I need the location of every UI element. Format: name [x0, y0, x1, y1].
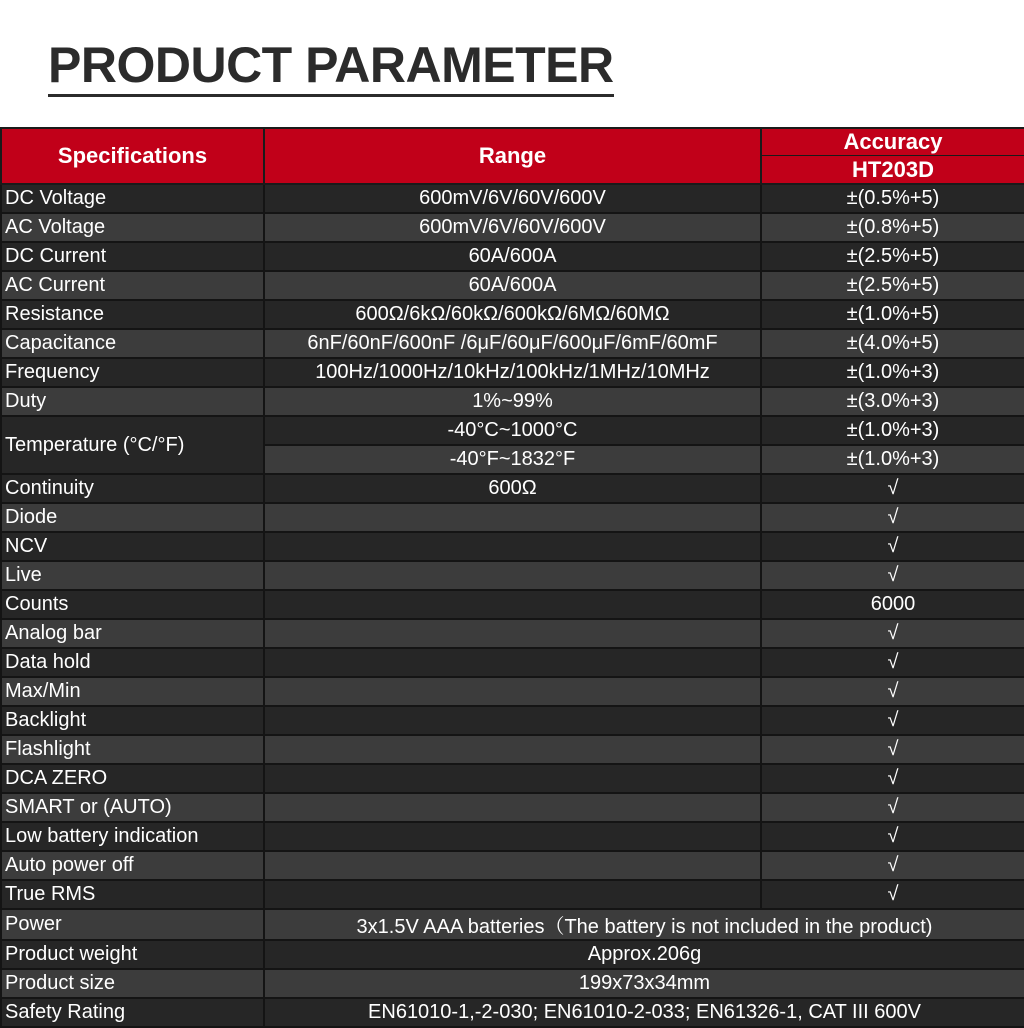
- spec-value: EN61010-1,-2-030; EN61010-2-033; EN61326-1, CAT III 600V: [264, 998, 1024, 1027]
- spec-label: Capacitance: [1, 329, 264, 358]
- spec-label: Resistance: [1, 300, 264, 329]
- range-value: [264, 503, 761, 532]
- range-value: 6nF/60nF/600nF /6μF/60μF/600μF/6mF/60mF: [264, 329, 761, 358]
- spec-label: Analog bar: [1, 619, 264, 648]
- table-row: [1, 213, 1024, 242]
- range-value: [264, 648, 761, 677]
- accuracy-value: ±(1.0%+3): [761, 416, 1024, 445]
- header-model: HT203D: [761, 156, 1024, 185]
- accuracy-value: ±(0.5%+5): [761, 184, 1024, 213]
- table-row: [1, 387, 1024, 416]
- spec-label: DC Current: [1, 242, 264, 271]
- range-value: -40°C~1000°C: [264, 416, 761, 445]
- range-value: 60A/600A: [264, 242, 761, 271]
- spec-label: Safety Rating: [1, 998, 264, 1027]
- spec-label: Max/Min: [1, 677, 264, 706]
- accuracy-value: √: [761, 474, 1024, 503]
- range-value: 600Ω: [264, 474, 761, 503]
- accuracy-value: ±(0.8%+5): [761, 213, 1024, 242]
- accuracy-value: ±(4.0%+5): [761, 329, 1024, 358]
- range-value: [264, 590, 761, 619]
- range-value: [264, 677, 761, 706]
- table-header: [1, 128, 1024, 184]
- spec-label: Counts: [1, 590, 264, 619]
- range-value: 1%~99%: [264, 387, 761, 416]
- accuracy-value: ±(1.0%+3): [761, 358, 1024, 387]
- spec-label: Auto power off: [1, 851, 264, 880]
- spec-label: Live: [1, 561, 264, 590]
- spec-label: Product size: [1, 969, 264, 998]
- range-value: [264, 880, 761, 909]
- range-value: [264, 706, 761, 735]
- table-row: [1, 184, 1024, 213]
- range-value: [264, 619, 761, 648]
- spec-label: Power: [1, 909, 264, 940]
- range-value: [264, 735, 761, 764]
- range-value: [264, 851, 761, 880]
- range-value: 100Hz/1000Hz/10kHz/100kHz/1MHz/10MHz: [264, 358, 761, 387]
- accuracy-value: √: [761, 793, 1024, 822]
- table-row: [1, 998, 1024, 1027]
- table-row: [1, 969, 1024, 998]
- table-row: [1, 329, 1024, 358]
- spec-value: 199x73x34mm: [264, 969, 1024, 998]
- spec-label: Frequency: [1, 358, 264, 387]
- accuracy-value: ±(1.0%+5): [761, 300, 1024, 329]
- accuracy-value: √: [761, 677, 1024, 706]
- table-row: [1, 358, 1024, 387]
- spec-value: 3x1.5V AAA batteries（The battery is not included in the product): [264, 909, 1024, 940]
- spec-label: Product weight: [1, 940, 264, 969]
- range-value: 600mV/6V/60V/600V: [264, 184, 761, 213]
- spec-label: AC Current: [1, 271, 264, 300]
- table-row: [1, 648, 1024, 677]
- spec-label: Backlight: [1, 706, 264, 735]
- range-value: [264, 822, 761, 851]
- accuracy-value: √: [761, 735, 1024, 764]
- spec-label: Temperature (°C/°F): [1, 416, 264, 474]
- range-value: [264, 532, 761, 561]
- range-value: [264, 561, 761, 590]
- range-value: 600Ω/6kΩ/60kΩ/600kΩ/6MΩ/60MΩ: [264, 300, 761, 329]
- accuracy-value: √: [761, 619, 1024, 648]
- accuracy-value: √: [761, 561, 1024, 590]
- accuracy-value: 6000: [761, 590, 1024, 619]
- accuracy-value: √: [761, 851, 1024, 880]
- spec-label: Diode: [1, 503, 264, 532]
- spec-label: AC Voltage: [1, 213, 264, 242]
- table-row: [1, 822, 1024, 851]
- accuracy-value: √: [761, 648, 1024, 677]
- table-row: [1, 880, 1024, 909]
- table-row: [1, 503, 1024, 532]
- accuracy-value: ±(2.5%+5): [761, 242, 1024, 271]
- table-row: [1, 590, 1024, 619]
- accuracy-value: ±(1.0%+3): [761, 445, 1024, 474]
- table-row: [1, 851, 1024, 880]
- accuracy-value: √: [761, 880, 1024, 909]
- spec-label: SMART or (AUTO): [1, 793, 264, 822]
- accuracy-value: √: [761, 503, 1024, 532]
- header-accuracy: Accuracy: [761, 128, 1024, 156]
- spec-label: DCA ZERO: [1, 764, 264, 793]
- accuracy-value: √: [761, 764, 1024, 793]
- range-value: -40°F~1832°F: [264, 445, 761, 474]
- range-value: [264, 764, 761, 793]
- spec-label: Duty: [1, 387, 264, 416]
- spec-label: DC Voltage: [1, 184, 264, 213]
- table-row: [1, 940, 1024, 969]
- table-row: [1, 677, 1024, 706]
- accuracy-value: √: [761, 706, 1024, 735]
- header-range: Range: [264, 128, 761, 184]
- accuracy-value: ±(2.5%+5): [761, 271, 1024, 300]
- table-row: [1, 619, 1024, 648]
- spec-label: NCV: [1, 532, 264, 561]
- page-title: PRODUCT PARAMETER: [48, 36, 614, 97]
- table-row: [1, 793, 1024, 822]
- table-row: [1, 706, 1024, 735]
- accuracy-value: √: [761, 532, 1024, 561]
- accuracy-value: √: [761, 822, 1024, 851]
- spec-label: Flashlight: [1, 735, 264, 764]
- table-row: [1, 532, 1024, 561]
- table-body: [1, 184, 1024, 1027]
- accuracy-value: ±(3.0%+3): [761, 387, 1024, 416]
- table-row: [1, 416, 1024, 445]
- table-row: [1, 909, 1024, 940]
- spec-value: Approx.206g: [264, 940, 1024, 969]
- range-value: 60A/600A: [264, 271, 761, 300]
- table-row: [1, 561, 1024, 590]
- header-specifications: Specifications: [1, 128, 264, 184]
- spec-label: Low battery indication: [1, 822, 264, 851]
- spec-label: True RMS: [1, 880, 264, 909]
- spec-table: [0, 127, 1024, 1028]
- table-row: [1, 271, 1024, 300]
- table-row: [1, 474, 1024, 503]
- table-row: [1, 764, 1024, 793]
- table-row: [1, 242, 1024, 271]
- table-row: [1, 735, 1024, 764]
- spec-label: Data hold: [1, 648, 264, 677]
- table-row: [1, 300, 1024, 329]
- range-value: [264, 793, 761, 822]
- range-value: 600mV/6V/60V/600V: [264, 213, 761, 242]
- spec-label: Continuity: [1, 474, 264, 503]
